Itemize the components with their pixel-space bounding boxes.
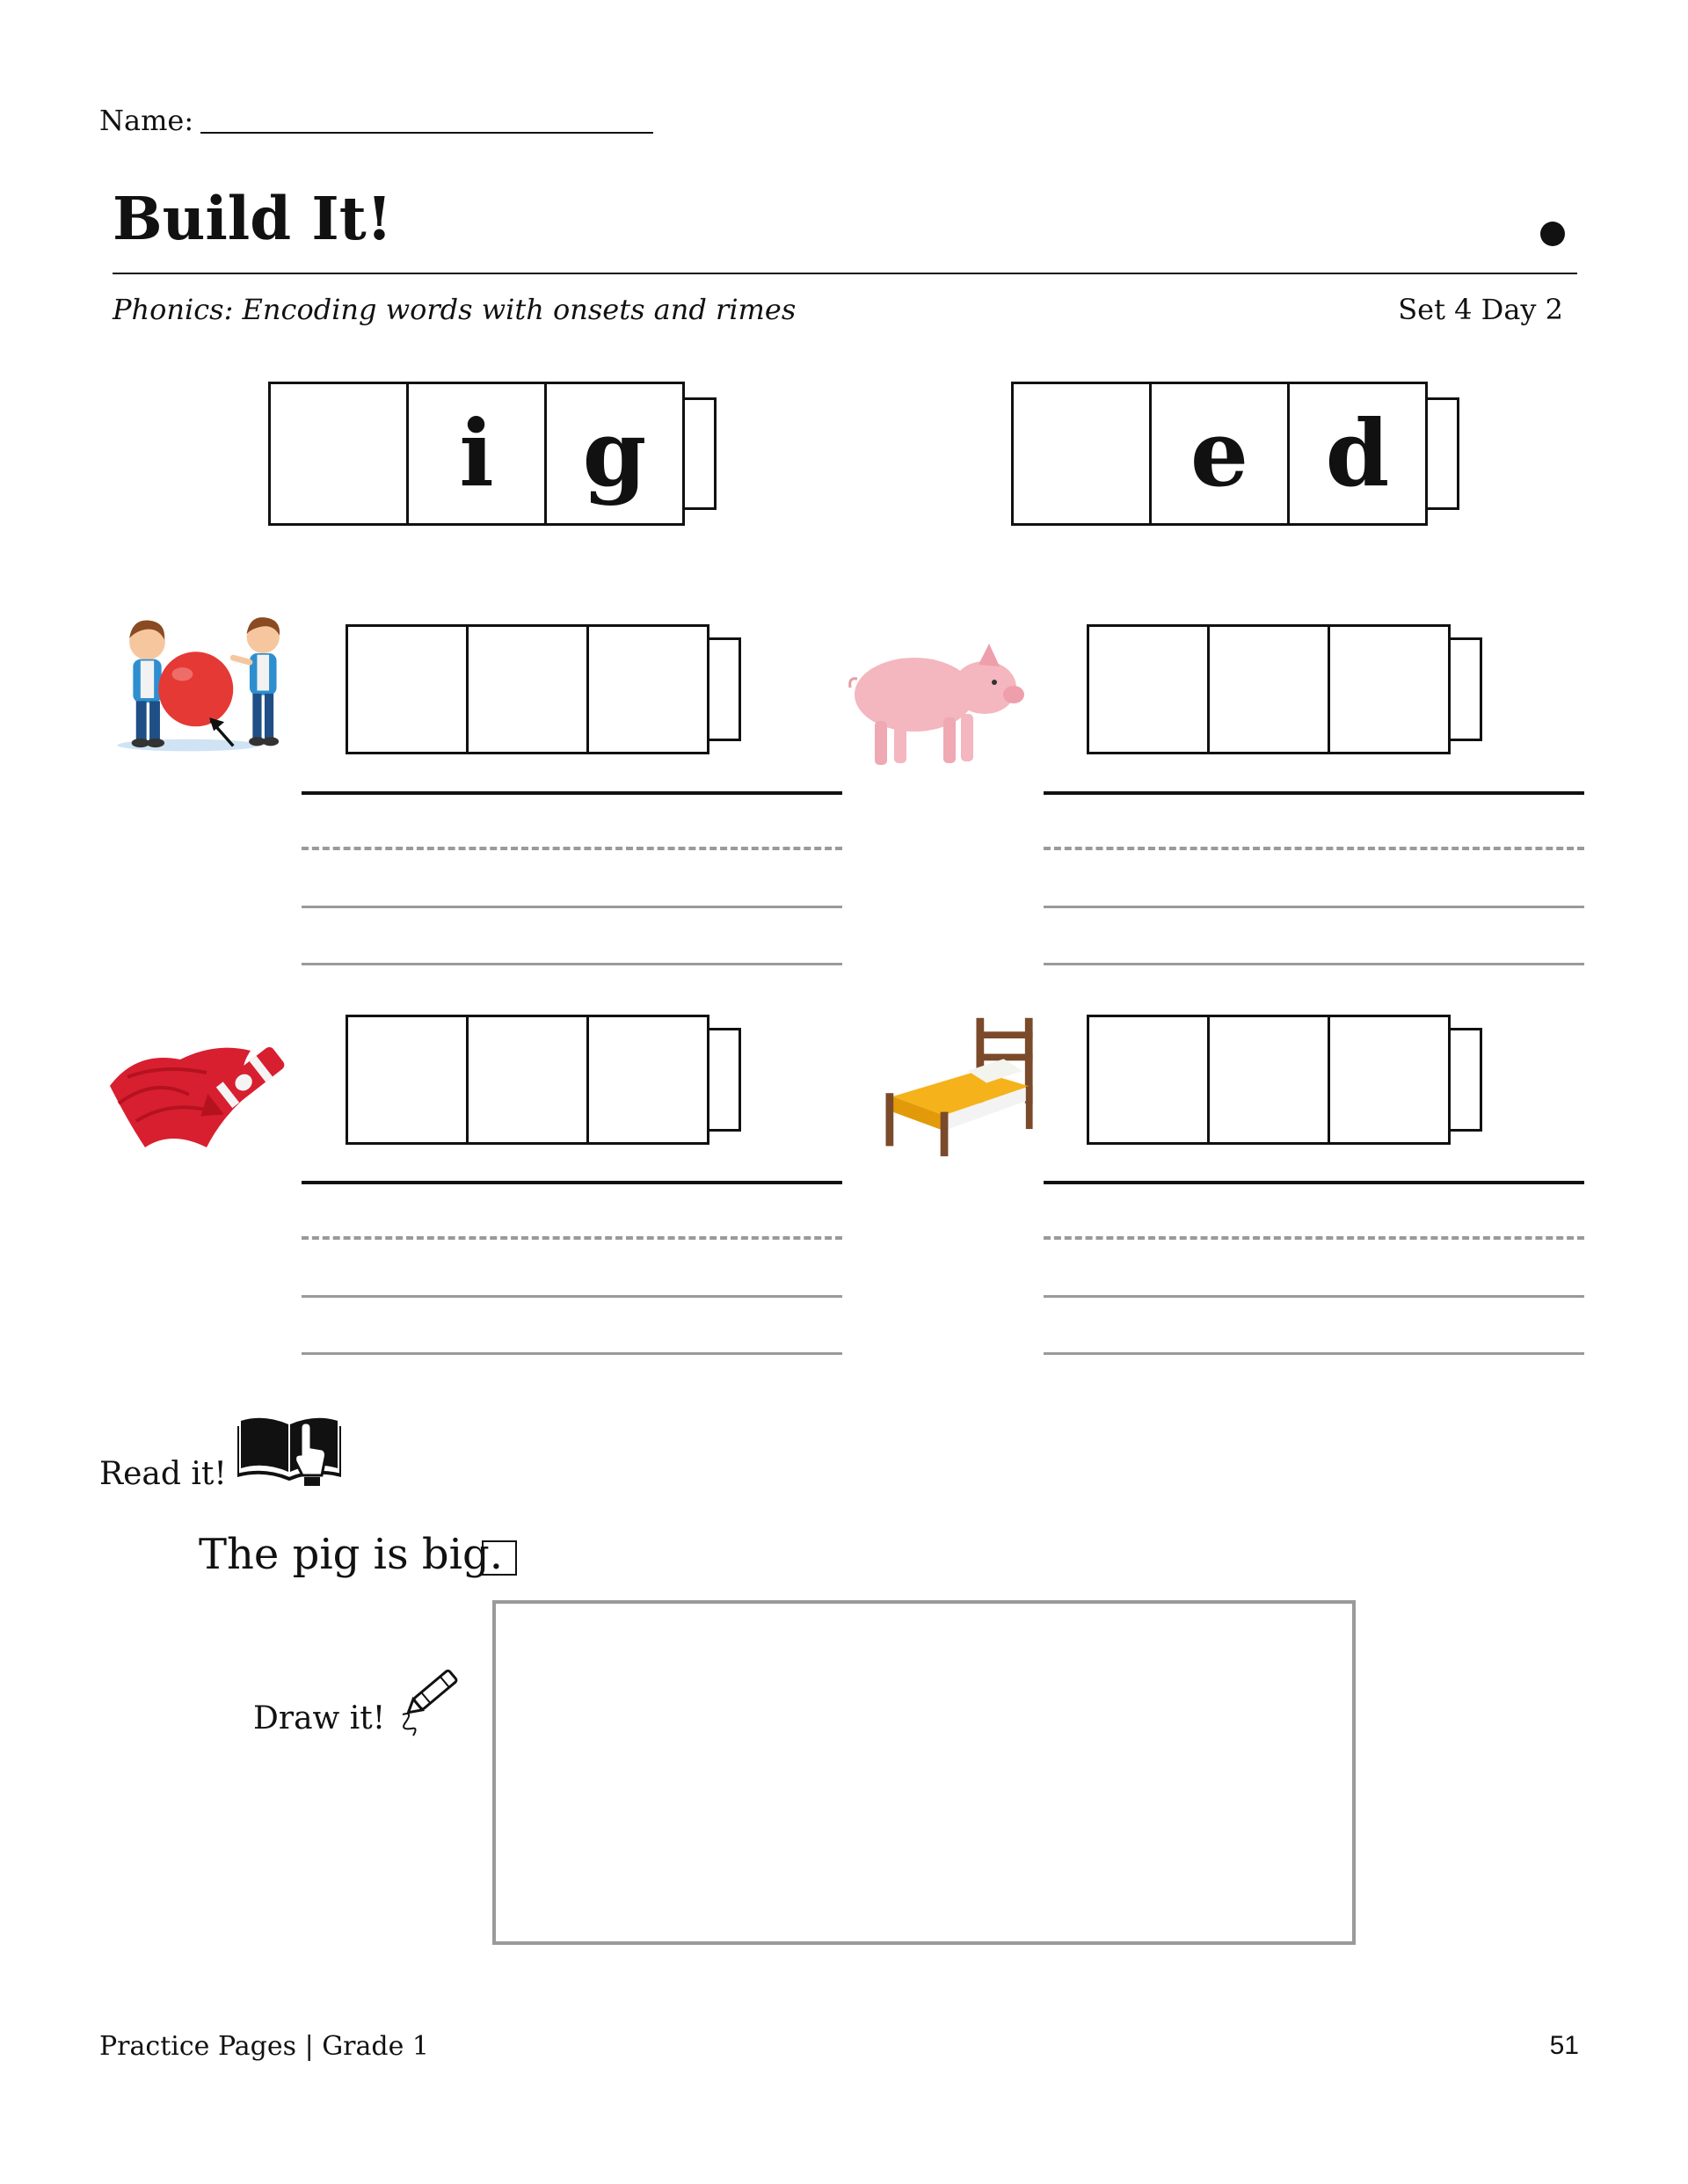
writing-midline xyxy=(302,847,842,850)
letter-tile: i xyxy=(406,382,547,526)
blank-tiles-item-3 xyxy=(346,1015,741,1145)
writing-baseline[interactable] xyxy=(302,1181,842,1184)
blank-letter-tile[interactable] xyxy=(1207,624,1330,754)
blank-letter-tile[interactable] xyxy=(466,624,589,754)
blank-letter-tile[interactable] xyxy=(1328,1015,1451,1145)
tile-tab xyxy=(685,397,717,510)
set-day-label: Set 4 Day 2 xyxy=(1398,293,1563,326)
writing-baseline[interactable] xyxy=(1044,1181,1584,1184)
blank-letter-tile[interactable] xyxy=(346,624,469,754)
writing-line xyxy=(1044,963,1584,965)
draw-it-label: Draw it! xyxy=(253,1700,386,1736)
blank-letter-tile[interactable] xyxy=(1207,1015,1330,1145)
blank-letter-tile[interactable] xyxy=(586,624,709,754)
writing-line xyxy=(1044,906,1584,908)
letter-tile: d xyxy=(1287,382,1428,526)
writing-line xyxy=(302,963,842,965)
blank-letter-tile[interactable] xyxy=(466,1015,589,1145)
writing-line xyxy=(302,1352,842,1355)
read-sentence: The pig is big. xyxy=(199,1530,503,1579)
drawing-area[interactable] xyxy=(492,1600,1356,1945)
letter-tile-onset[interactable] xyxy=(268,382,409,526)
tile-tab xyxy=(1451,1028,1482,1132)
blank-letter-tile[interactable] xyxy=(1328,624,1451,754)
read-it-label: Read it! xyxy=(99,1456,227,1492)
name-write-line[interactable] xyxy=(200,132,653,134)
crayon-icon xyxy=(396,1660,468,1739)
writing-midline xyxy=(1044,1236,1584,1240)
writing-line xyxy=(1044,1352,1584,1355)
page-title: Build It! xyxy=(113,184,393,253)
tile-tab xyxy=(1451,637,1482,741)
blank-tiles-item-1 xyxy=(346,624,741,754)
page-subtitle: Phonics: Encoding words with onsets and rimes xyxy=(113,293,797,326)
blank-letter-tile[interactable] xyxy=(346,1015,469,1145)
blank-tiles-item-4 xyxy=(1087,1015,1482,1145)
writing-line xyxy=(302,1295,842,1298)
writing-line xyxy=(302,906,842,908)
writing-baseline[interactable] xyxy=(302,791,842,795)
word-family-ig xyxy=(268,382,717,526)
title-divider xyxy=(113,273,1577,274)
letter-tile: g xyxy=(544,382,685,526)
writing-line xyxy=(1044,1295,1584,1298)
bed-icon xyxy=(860,1011,1062,1161)
letter-tile-onset[interactable] xyxy=(1011,382,1152,526)
name-label: Name: xyxy=(99,104,194,137)
footer-course-label: Practice Pages | Grade 1 xyxy=(99,2031,429,2062)
tile-tab xyxy=(709,1028,741,1132)
read-checkbox[interactable] xyxy=(482,1540,517,1576)
writing-midline xyxy=(1044,847,1584,850)
page-number: 51 xyxy=(1549,2031,1579,2060)
pig-icon xyxy=(840,626,1042,775)
kids-pushing-ball-icon xyxy=(98,608,301,758)
book-pointing-hand-icon xyxy=(237,1409,341,1488)
blank-letter-tile[interactable] xyxy=(586,1015,709,1145)
blank-tiles-item-2 xyxy=(1087,624,1482,754)
tile-tab xyxy=(709,637,741,741)
letter-tile: e xyxy=(1149,382,1290,526)
writing-midline xyxy=(302,1236,842,1240)
blank-letter-tile[interactable] xyxy=(1087,624,1210,754)
bullet-dot-icon xyxy=(1540,222,1565,246)
writing-baseline[interactable] xyxy=(1044,791,1584,795)
tile-tab xyxy=(1428,397,1459,510)
blank-letter-tile[interactable] xyxy=(1087,1015,1210,1145)
word-family-ed xyxy=(1011,382,1459,526)
red-crayon-scribble-icon xyxy=(101,1016,303,1165)
